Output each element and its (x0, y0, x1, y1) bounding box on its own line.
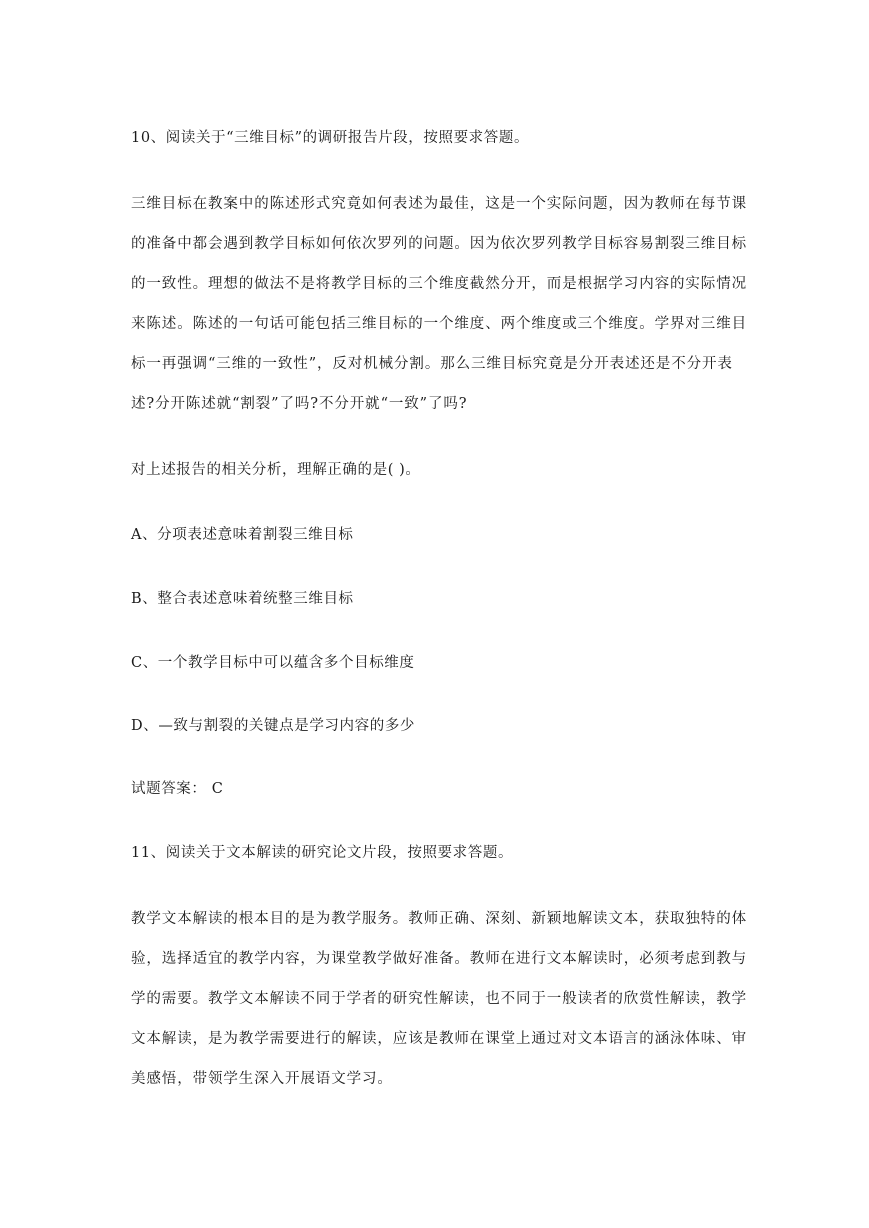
question-11-title: 11、阅读关于文本解读的研究论文片段，按照要求答题。 (131, 845, 514, 861)
passage-line: 教学文本解读的根本目的是为教学服务。教师正确、深刻、新颖地解读文本，获取独特的体 (131, 911, 747, 927)
passage-line: 的一致性。理想的做法不是将教学目标的三个维度截然分开，而是根据学习内容的实际情况 (131, 276, 747, 292)
option-c: C、一个教学目标中可以蕴含多个目标维度 (131, 655, 415, 671)
passage-line: 学的需要。教学文本解读不同于学者的研究性解读，也不同于一般读者的欣赏性解读，教学 (131, 991, 747, 1007)
passage-line: 述?分开陈述就“割裂”了吗?不分开就“一致”了吗? (131, 396, 468, 412)
passage-line: 文本解读，是为教学需要进行的解读，应该是教师在课堂上通过对文本语言的涵泳体味、审 (131, 1031, 747, 1047)
question-10-title: 10、阅读关于“三维目标”的调研报告片段，按照要求答题。 (131, 130, 530, 146)
option-a: A、分项表述意味着割裂三维目标 (131, 527, 354, 543)
passage-line: 验，选择适宜的教学内容，为课堂教学做好准备。教师在进行文本解读时，必须考虑到教与 (131, 951, 747, 967)
passage-line: 标一再强调“三维的一致性”，反对机械分割。那么三维目标究竟是分开表述还是不分开表 (131, 356, 733, 372)
passage-line: 来陈述。陈述的一句话可能包括三维目标的一个维度、两个维度或三个维度。学界对三维目 (131, 316, 747, 332)
option-b: B、整合表述意味着统整三维目标 (131, 591, 354, 607)
question-10-prompt: 对上述报告的相关分析，理解正确的是( )。 (131, 462, 421, 478)
passage-line: 美感悟，带领学生深入开展语文学习。 (131, 1071, 393, 1087)
option-d: D、—致与割裂的关键点是学习内容的多少 (131, 718, 416, 734)
passage-line: 的准备中都会遇到教学目标如何依次罗列的问题。因为依次罗列教学目标容易割裂三维目标 (131, 236, 747, 252)
question-10-answer: 试题答案： C (131, 781, 224, 797)
passage-line: 三维目标在教案中的陈述形式究竟如何表述为最佳，这是一个实际问题，因为教师在每节课 (131, 196, 747, 212)
